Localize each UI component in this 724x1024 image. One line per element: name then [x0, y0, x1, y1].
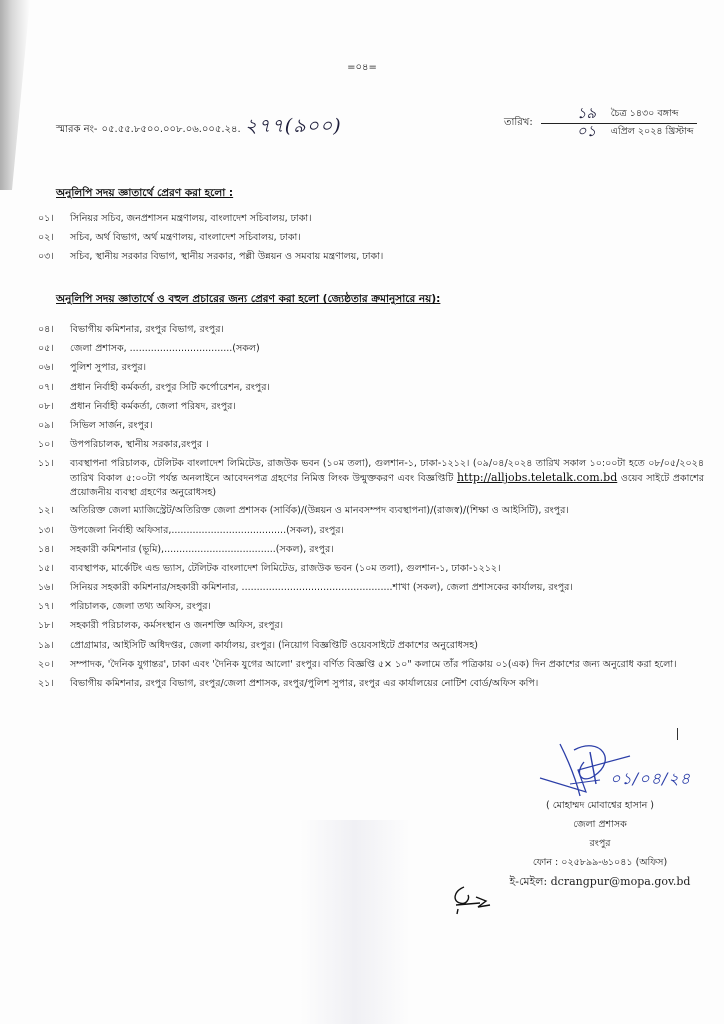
item-text: অতিরিক্ত জেলা ম্যাজিস্ট্রেট/অতিরিক্ত জেলা প্রশাসক (সার্বিক)/(উন্নয়ন ও মানবসম্পদ ব্যবস্থাপনা)/(রাজস্ব)/(শিক্ষা ও আইসিটি), রংপুর।	[70, 505, 569, 517]
item-number: ১৫।	[38, 562, 54, 574]
item-text: উপপরিচালক, স্থানীয় সরকার,রংপুর ।	[70, 439, 209, 451]
date-label: তারিখ:	[504, 117, 533, 128]
pen-mark	[677, 728, 678, 740]
list-item	[38, 562, 704, 576]
list-item	[38, 639, 704, 653]
list-item	[38, 231, 704, 245]
list-item	[38, 212, 704, 226]
item-text: জেলা প্রশাসক, ..................................(সকল)	[70, 343, 260, 355]
memo-number	[56, 112, 342, 144]
page-number: =০৪=	[347, 62, 377, 73]
item-number: ০৩।	[38, 251, 54, 263]
list-item	[38, 342, 704, 356]
item-number: ২১।	[38, 678, 54, 689]
item-text: সহকারী পরিচালক, কর্মসংস্থান ও জনশক্তি অফিস, রংপুর।	[70, 620, 284, 632]
list-item	[38, 619, 704, 633]
signatory-name: ( মোহাম্মদ মোবাশ্বের হাসান )	[545, 800, 654, 811]
list-item	[38, 400, 704, 414]
list-item	[38, 524, 704, 538]
item-text: প্রধান নির্বাহী কর্মকর্তা, রংপুর সিটি কর্পোরেশন, রংপুর।	[70, 381, 270, 393]
item-number: ১৬।	[38, 582, 54, 594]
date-english-day: ০১	[576, 122, 597, 140]
item-number: ০৯।	[38, 419, 54, 431]
item-number: ১৩।	[38, 524, 54, 536]
list-item	[38, 419, 704, 433]
item-number: ০৪।	[38, 324, 54, 335]
item-text: উপজেলা নির্বাহী অফিসার,......................................(সকল), রংপুর।	[70, 524, 344, 536]
section1-heading: অনুলিপি সদয় জ্ঞাতার্থে প্রেরণ করা হলো :	[56, 187, 234, 199]
item-number: ০৬।	[38, 362, 54, 374]
signatory-location: রংপুর	[589, 838, 611, 849]
date-bengali-text: চৈত্র ১৪৩০ বঙ্গাব্দ	[610, 108, 679, 119]
list-item	[38, 323, 704, 337]
list-item	[38, 361, 704, 375]
item-number: ১১।	[38, 458, 54, 470]
date-bengali	[541, 106, 698, 124]
date-fraction	[541, 106, 698, 141]
signatory-designation: জেলা প্রশাসক	[573, 819, 627, 830]
item-number: ০৭।	[38, 381, 54, 393]
signatory-email: ই-মেইল: dcrangpur@mopa.gov.bd	[509, 875, 691, 888]
memo-label: স্মারক নং-	[56, 124, 98, 135]
date-english	[541, 124, 698, 141]
item-number: ১৮।	[38, 620, 54, 632]
item-text: সম্পাদক, 'দৈনিক যুগান্তর', ঢাকা এবং 'দৈনিক যুগের আলো' রংপুর। বর্ণিত বিজ্ঞপ্তি ৫× ১০" কলামে তাঁর পত্রিকায় ০১(এক) দিন প্রকাশের জন্য অনুরোধ করা হলো।	[70, 658, 677, 670]
item-text: সিনিয়র সহকারী কমিশনার/সহকারী কমিশনার, ..................................................শাখা (সকল), জেলা প্রশাসকের কার্যালয়, রংপুর।	[70, 582, 573, 594]
section2-heading: অনুলিপি সদয় জ্ঞাতার্থে ও বহুল প্রচারের জন্য প্রেরণ করা হলো (জ্যেষ্ঠতার ক্রমানুসারে নয়):	[56, 293, 441, 305]
item-number: ০১।	[38, 213, 54, 224]
item-number: ০২।	[38, 232, 54, 244]
list-item	[38, 504, 704, 518]
item-number: ০৮।	[38, 400, 54, 412]
item-text: পরিচালক, জেলা তথ্য অফিস, রংপুর।	[70, 601, 211, 613]
signatory-details	[490, 796, 710, 891]
scan-fade	[300, 820, 410, 1024]
item-text	[70, 457, 704, 500]
section2-list	[38, 323, 704, 696]
scan-edge-shadow	[0, 0, 30, 190]
list-item	[38, 677, 704, 691]
item-text: সহকারী কমিশনার (ভূমি),.....................................(সকল), রংপুর।	[70, 543, 334, 555]
item-text: সিভিল সার্জন, রংপুর।	[70, 419, 153, 431]
list-item	[38, 600, 704, 614]
memo-handwritten-number: ২৭৭(৯০০)	[244, 115, 342, 137]
item-text: সচিব, অর্থ বিভাগ, অর্থ মন্ত্রণালয়, বাংলাদেশ সচিবালয়, ঢাকা।	[70, 232, 301, 244]
list-item	[38, 250, 704, 264]
item-text: পুলিশ সুপার, রংপুর।	[70, 362, 147, 374]
item-text: বিভাগীয় কমিশনার, রংপুর বিভাগ, রংপুর/জেলা প্রশাসক, রংপুর/পুলিশ সুপার, রংপুর এর কার্যালয়ের নোটিশ বোর্ড/অফিস কপি।	[70, 678, 539, 689]
item-text: বিভাগীয় কমিশনার, রংপুর বিভাগ, রংপুর।	[70, 324, 224, 335]
item-text: সচিব, স্থানীয় সরকার বিভাগ, স্থানীয় সরকার, পল্লী উন্নয়ন ও সমবায় মন্ত্রণালয়, ঢাকা।	[70, 251, 384, 263]
list-item	[38, 581, 704, 595]
list-item	[38, 457, 704, 500]
list-item	[38, 543, 704, 557]
item-number: ২০।	[38, 658, 54, 670]
initials-icon	[450, 885, 500, 915]
date-block	[504, 106, 697, 141]
item-text-after: ওয়েব সাইটে প্রকাশের প্রয়োজনীয় ব্যবস্থা গ্রহণের অনুরোধসহ)	[70, 473, 704, 499]
item-text-main: ব্যবস্থাপনা পরিচালক, টেলিটক বাংলাদেশ লিমিটেড, রাজউক ভবন (১০ম তলা), গুলশান-১, ঢাকা-১২১২। (০৯/০৪/২০২৪ তারিখ সকাল ১০:০০টা হতে ০৮/০৫/২০২৪ তারিখ বিকাল ৫:০০টা পর্যন্ত অনলাইনে আবেদনপত্র গ্রহণের নিমিত্ত লিংক উন্মুক্তকরণ এবং বিজ্ঞপ্তিটি	[70, 458, 704, 485]
signature-date: ০১/০৪/২৪	[610, 769, 692, 788]
list-item	[38, 381, 704, 395]
memo-number-value: ০৫.৫৫.৮৫০০.০০৮.০৬.০০৫.২৪.	[101, 124, 241, 135]
date-bengali-day: ১৯	[576, 104, 597, 122]
item-number: ১২।	[38, 505, 54, 517]
teletalk-link[interactable]: http://alljobs.teletalk.com.bd	[456, 471, 618, 485]
list-item	[38, 438, 704, 452]
item-number: ১৭।	[38, 601, 54, 613]
signatory-phone: ফোন : ০২৫৮৯৯-৬১০৪১ (অফিস)	[532, 857, 668, 868]
section1-list	[38, 212, 704, 270]
item-text: প্রোগ্রামার, আইসিটি অধিদপ্তর, জেলা কার্যালয়, রংপুর। (নিয়োগ বিজ্ঞপ্তিটি ওয়েবসাইটে প্রকাশের অনুরোধসহ)	[70, 639, 478, 651]
item-number: ১০।	[38, 439, 54, 451]
item-number: ১৯।	[38, 639, 54, 651]
item-text: সিনিয়র সচিব, জনপ্রশাসন মন্ত্রণালয়, বাংলাদেশ সচিবালয়, ঢাকা।	[70, 213, 312, 224]
item-text: প্রধান নির্বাহী কর্মকর্তা, জেলা পরিষদ, রংপুর।	[70, 400, 236, 412]
item-text: ব্যবস্থাপক, মার্কেটিং এন্ড ভ্যাস, টেলিটক বাংলাদেশ লিমিটেড, রাজউক ভবন (১০ম তলা), গুলশান-১, ঢাকা-১২১২।	[70, 562, 501, 574]
item-number: ০৫।	[38, 343, 54, 355]
item-number: ১৪।	[38, 543, 54, 555]
date-english-text: এপ্রিল ২০২৪ খ্রিস্টাব্দ	[610, 126, 694, 137]
list-item	[38, 658, 704, 672]
